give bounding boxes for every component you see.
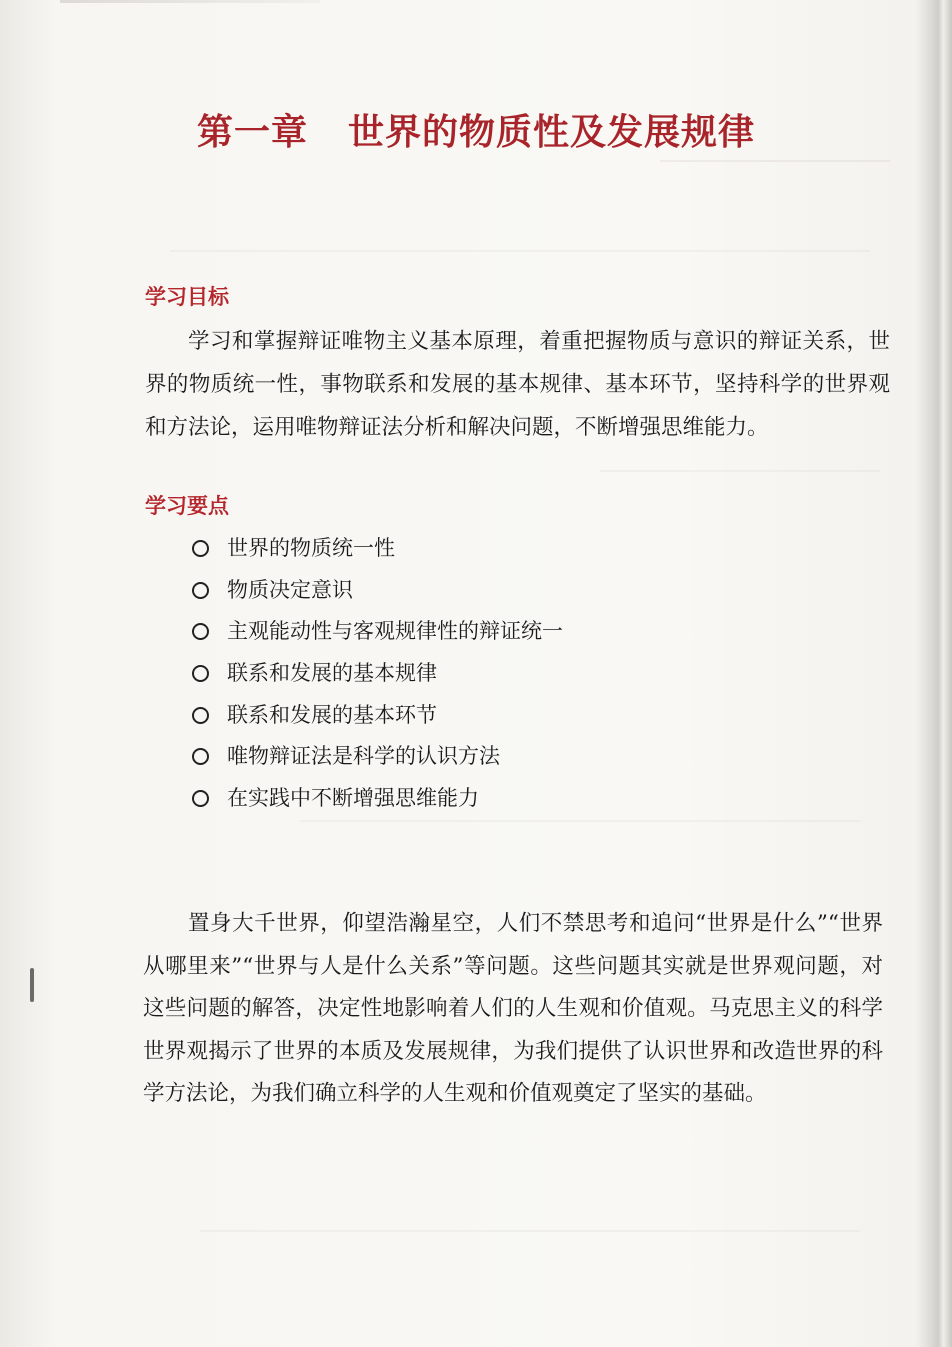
bleed-through-mark bbox=[600, 470, 880, 472]
circle-bullet-icon bbox=[192, 623, 209, 640]
chapter-name: 世界的物质性及发展规律 bbox=[348, 111, 756, 153]
key-points-heading: 学习要点 bbox=[145, 494, 229, 518]
list-item bbox=[192, 783, 563, 825]
list-item bbox=[192, 700, 563, 742]
list-item-text: 物质决定意识 bbox=[227, 577, 353, 602]
list-item bbox=[192, 575, 563, 617]
list-item bbox=[192, 658, 563, 700]
list-item bbox=[192, 533, 563, 575]
chapter-intro-paragraph: 置身大千世界，仰望浩瀚星空，人们不禁思考和追问“世界是什么”“世界从哪里来”“世界与人是什么关系”等问题。这些问题其实就是世界观问题，对这些问题的解答，决定性地影响着人们的人生观和价值观。马克思主义的科学世界观揭示了世界的本质及发展规律，为我们提供了认识世界和改造世界的科学方法论，为我们确立科学的人生观和价值观奠定了坚实的基础。 bbox=[143, 911, 883, 1107]
list-item-text: 联系和发展的基本环节 bbox=[227, 702, 437, 727]
list-item-text: 唯物辩证法是科学的认识方法 bbox=[227, 744, 500, 769]
bleed-through-mark bbox=[660, 160, 890, 162]
list-item bbox=[192, 741, 563, 783]
bleed-through-mark bbox=[200, 1230, 860, 1232]
scan-artifact-top bbox=[60, 0, 320, 3]
circle-bullet-icon bbox=[192, 707, 209, 724]
circle-bullet-icon bbox=[192, 540, 209, 557]
bleed-through-mark bbox=[170, 250, 870, 252]
list-item-text: 世界的物质统一性 bbox=[227, 536, 395, 560]
circle-bullet-icon bbox=[192, 582, 209, 599]
chapter-number: 第一章 bbox=[196, 111, 308, 153]
list-item-text: 联系和发展的基本规律 bbox=[227, 661, 437, 686]
key-points-list bbox=[192, 533, 563, 825]
learning-goals-text: 学习和掌握辩证唯物主义基本原理，着重把握物质与意识的辩证关系，世界的物质统一性，事物联系和发展的基本规律、基本环节，坚持科学的世界观和方法论，运用唯物辩证法分析和解决问题，不断增强思维能力。 bbox=[145, 329, 890, 440]
list-item bbox=[192, 616, 563, 658]
circle-bullet-icon bbox=[192, 665, 209, 682]
page-binding-shadow bbox=[918, 0, 952, 1347]
circle-bullet-icon bbox=[192, 748, 209, 765]
learning-goals-heading: 学习目标 bbox=[145, 285, 229, 309]
circle-bullet-icon bbox=[192, 790, 209, 807]
list-item-text: 在实践中不断增强思维能力 bbox=[227, 786, 479, 811]
scan-artifact-left bbox=[30, 968, 34, 1002]
chapter-title bbox=[0, 104, 952, 155]
list-item-text: 主观能动性与客观规律性的辩证统一 bbox=[227, 619, 563, 644]
